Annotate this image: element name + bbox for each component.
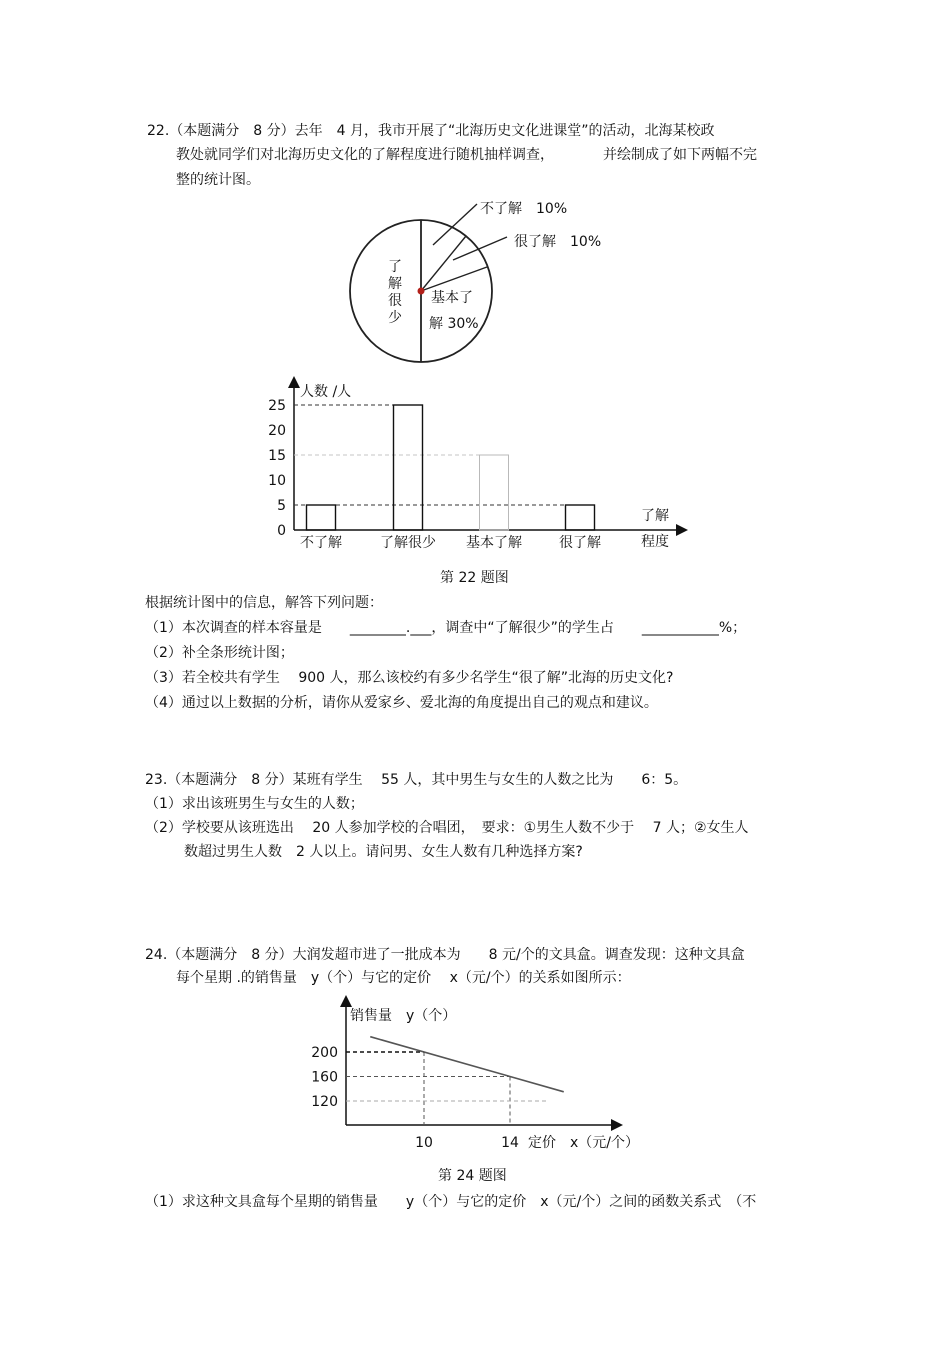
- q23-sub2a: （2）学校要从该班选出 20 人参加学校的合唱团， 要求：①男生人数不少于 7 人；②女生人: [145, 820, 749, 836]
- line-x-label: 定价 x（元/个）: [528, 1135, 640, 1151]
- line-series: [370, 1037, 564, 1092]
- q23-sub2b: 数超过男生人数 2 人以上。请问男、女生人数有几种选择方案?: [184, 844, 583, 860]
- pie-center-dot: [418, 288, 425, 295]
- bar-y-tick: 25: [268, 398, 286, 414]
- q22-line3: 整的统计图。: [176, 172, 260, 188]
- bar-0: [307, 505, 336, 530]
- bar-y-tick: 10: [268, 473, 286, 489]
- line-x-tick: 14: [501, 1135, 519, 1151]
- bar-x-label-1: 了解: [641, 508, 669, 524]
- q24-sub1: （1）求这种文具盒每个星期的销售量 y（个）与它的定价 x（元/个）之间的函数关系式 （不: [145, 1194, 757, 1210]
- label-jibenliaojie-2: 解 30%: [429, 316, 479, 332]
- bar-x-label-2: 程度: [641, 534, 669, 550]
- label-liaojiehenshao-3: 很: [388, 293, 402, 309]
- label-buliaojie: 不了解 10%: [480, 201, 568, 217]
- line-y-tick: 200: [311, 1045, 338, 1061]
- bar-chart: [258, 372, 698, 562]
- bar-category-label: 不了解: [300, 535, 342, 551]
- q24-line2: 每个星期 .的销售量 y（个）与它的定价 x（元/个）的关系如图所示：: [176, 970, 631, 986]
- label-henliaojie: 很了解 10%: [514, 234, 602, 250]
- line-y-label: 销售量 y（个）: [350, 1008, 457, 1024]
- label-liaojiehenshao-1: 了: [388, 259, 402, 275]
- line-chart: [305, 995, 645, 1155]
- pie-chart: [340, 190, 630, 370]
- line-x-tick: 10: [415, 1135, 433, 1151]
- bar-y-tick: 0: [277, 523, 286, 539]
- q24-figure-caption: 第 24 题图: [438, 1168, 507, 1184]
- bar-y-tick: 20: [268, 423, 286, 439]
- bar-1: [394, 405, 423, 530]
- bar-category-label: 了解很少: [380, 535, 436, 551]
- q22-line2: 教处就同学们对北海历史文化的了解程度进行随机抽样调查， 并绘制成了如下两幅不完: [176, 147, 757, 163]
- bar-3: [566, 505, 595, 530]
- leader-henliaojie: [453, 237, 507, 260]
- q22-sub4: （4）通过以上数据的分析，请你从爱家乡、爱北海的角度提出自己的观点和建议。: [145, 695, 658, 711]
- bar-y-label: 人数 /人: [300, 384, 352, 400]
- bar-2: [480, 455, 509, 530]
- q22-line1: 22.（本题满分 8 分）去年 4 月，我市开展了“北海历史文化进课堂”的活动，北海某校政: [147, 123, 715, 139]
- bar-category-label: 基本了解: [466, 535, 522, 551]
- line-y-tick: 160: [311, 1069, 338, 1086]
- q22-intro: 根据统计图中的信息，解答下列问题：: [145, 595, 383, 611]
- label-liaojiehenshao-2: 解: [388, 276, 402, 292]
- line-y-tick: 120: [311, 1094, 338, 1110]
- q22-sub3: （3）若全校共有学生 900 人，那么该校约有多少名学生“很了解”北海的历史文化?: [145, 670, 674, 686]
- q23-line1: 23.（本题满分 8 分）某班有学生 55 人，其中男生与女生的人数之比为 6：5。: [145, 772, 688, 788]
- q24-line1: 24.（本题满分 8 分）大润发超市进了一批成本为 8 元/个的文具盒。调查发现：这种文具盒: [145, 947, 745, 963]
- bar-category-label: 很了解: [559, 535, 601, 551]
- bar-y-tick: 15: [268, 448, 286, 464]
- label-liaojiehenshao-4: 少: [388, 310, 402, 326]
- q23-sub1: （1）求出该班男生与女生的人数；: [145, 796, 364, 812]
- q22-figure-caption: 第 22 题图: [440, 570, 509, 586]
- q22-sub1: （1）本次调查的样本容量是 ________.___，调查中“了解很少”的学生占 ___________%；: [145, 620, 747, 636]
- bar-y-tick: 5: [277, 498, 286, 514]
- q22-sub2: （2）补全条形统计图；: [145, 645, 294, 661]
- label-jibenliaojie-1: 基本了: [431, 290, 473, 306]
